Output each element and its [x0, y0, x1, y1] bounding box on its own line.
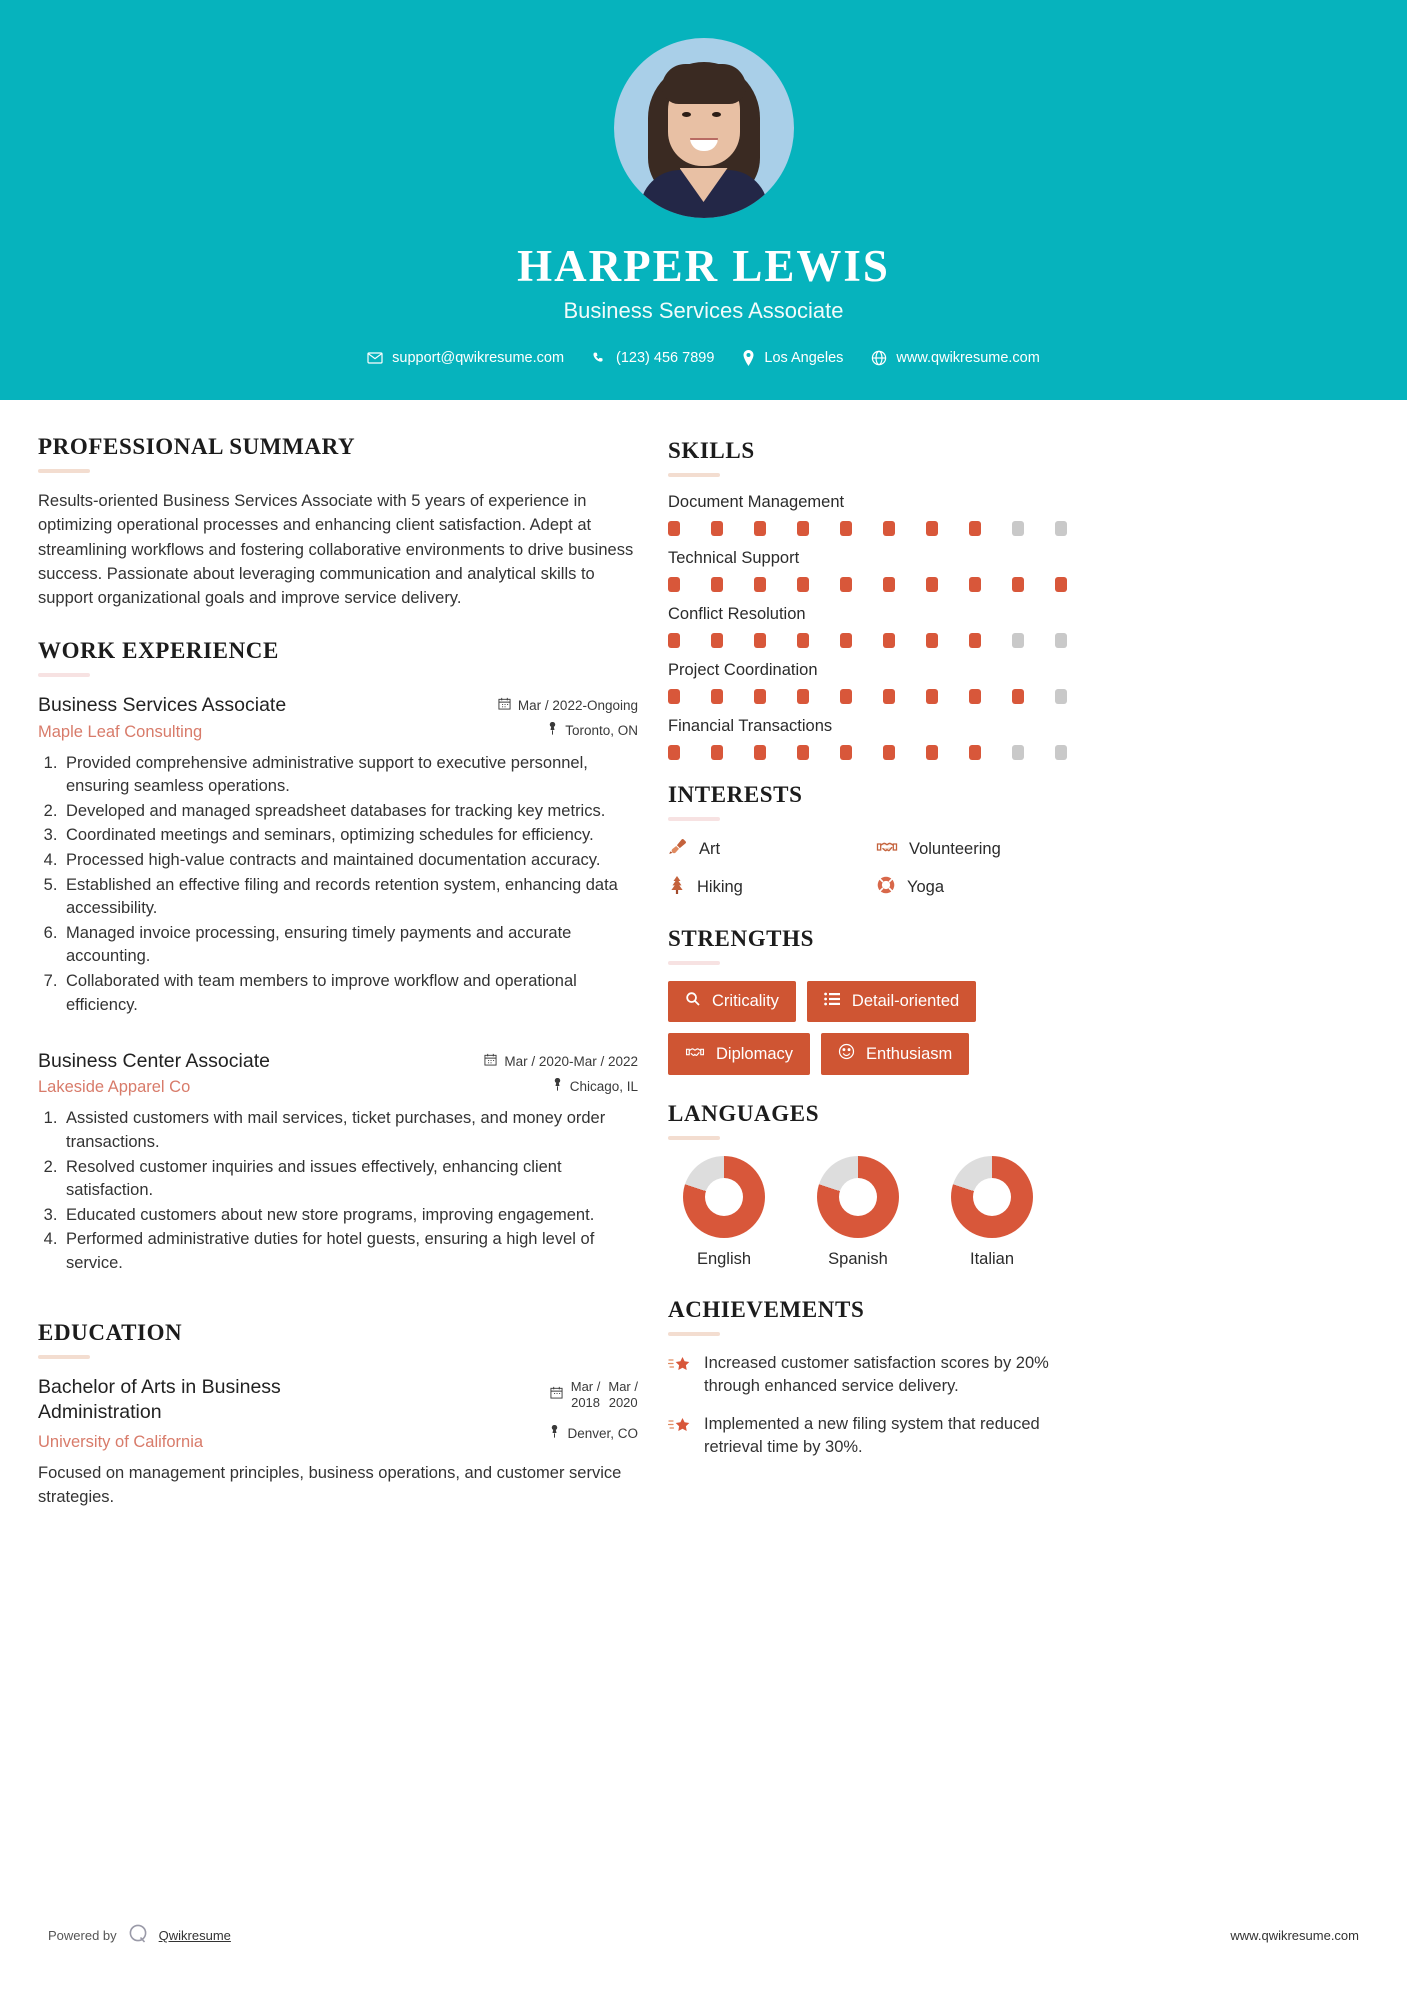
work-heading: WORK EXPERIENCE — [38, 638, 279, 664]
achievements-heading: ACHIEVEMENTS — [668, 1297, 865, 1322]
education-end-year: 2020 — [608, 1394, 638, 1410]
skill-item — [668, 493, 1078, 536]
pin-icon — [552, 1078, 563, 1094]
work-bullet: 4. Processed high-value contracts and maintained documentation accuracy. — [62, 849, 638, 873]
skill-dot-filled — [754, 689, 766, 704]
interest-item — [876, 875, 1078, 900]
skill-dot-filled — [1012, 577, 1024, 592]
contact-phone-label: (123) 456 7899 — [616, 350, 715, 366]
summary-text: Results-oriented Business Services Associate with 5 years of experience in optimizing operational processes and enhancing client satisfaction. Adept at streamlining workflows and fostering collaborative environments to drive business success. Passionate about leveraging communication and analytical skills to support organizational goals and improve service delivery. — [38, 492, 634, 607]
skill-dot-filled — [969, 633, 981, 648]
globe-icon — [871, 350, 887, 366]
education-description: Focused on management principles, business operations, and customer service strategies. — [38, 1464, 622, 1507]
interest-label: Volunteering — [909, 840, 1001, 858]
languages-rule — [668, 1136, 720, 1140]
work-bullet: 5. Established an effective filing and records retention system, enhancing data accessibility. — [62, 874, 638, 921]
handshake-icon — [876, 837, 898, 862]
skill-dot-filled — [797, 633, 809, 648]
map-pin-icon — [742, 350, 755, 366]
strength-label: Diplomacy — [716, 1044, 794, 1063]
skill-dot-filled — [926, 577, 938, 592]
strength-label: Enthusiasm — [866, 1044, 953, 1063]
contact-website[interactable] — [871, 350, 1039, 366]
work-bullet: 3. Educated customers about new store programs, improving engagement. — [62, 1204, 638, 1228]
calendar-icon — [498, 697, 511, 713]
pin-icon — [549, 1425, 560, 1441]
contact-email[interactable] — [367, 350, 564, 366]
education-degree: Bachelor of Arts in Business Administration — [38, 1375, 281, 1423]
strength-diplomacy[interactable] — [668, 1033, 810, 1075]
education-location — [468, 1425, 638, 1441]
skill-dot-filled — [711, 577, 723, 592]
skill-dot-filled — [883, 745, 895, 760]
work-bullet: 3. Coordinated meetings and seminars, optimizing schedules for efficiency. — [62, 824, 638, 848]
skills-list — [668, 493, 1078, 760]
work-dates — [468, 1053, 638, 1069]
qwikresume-logo-icon — [127, 1923, 149, 1948]
contact-row — [0, 350, 1407, 366]
interest-item — [668, 875, 870, 900]
work-location-label: Toronto, ON — [565, 722, 638, 738]
achievement-item — [668, 1352, 1078, 1399]
language-donut — [951, 1156, 1033, 1238]
work-company: Lakeside Apparel Co — [38, 1078, 191, 1097]
lifebuoy-icon — [876, 875, 896, 900]
skill-rating — [668, 521, 1078, 536]
skill-dot-empty — [1012, 745, 1024, 760]
contact-location-label: Los Angeles — [764, 350, 844, 366]
skill-dot-filled — [797, 689, 809, 704]
skill-dot-empty — [1055, 633, 1067, 648]
contact-phone[interactable] — [592, 350, 714, 366]
skill-dot-filled — [926, 745, 938, 760]
skill-dot-filled — [840, 689, 852, 704]
education-dates — [468, 1379, 638, 1412]
skill-rating — [668, 577, 1078, 592]
work-bullet: 6. Managed invoice processing, ensuring timely payments and accurate accounting. — [62, 922, 638, 969]
footer-brand-group — [48, 1923, 231, 1948]
summary-heading: PROFESSIONAL SUMMARY — [38, 434, 356, 459]
skill-item — [668, 661, 1078, 704]
work-location — [468, 722, 638, 738]
section-strengths — [668, 926, 1078, 1075]
skill-dot-filled — [797, 745, 809, 760]
skill-rating — [668, 745, 1078, 760]
achievement-text: Increased customer satisfaction scores by 20% through enhanced service delivery. — [704, 1354, 1049, 1396]
strength-label: Criticality — [712, 992, 779, 1010]
skill-dot-filled — [926, 689, 938, 704]
phone-icon — [592, 351, 607, 366]
work-bullet: 4. Performed administrative duties for hotel guests, ensuring a high level of service. — [62, 1228, 638, 1275]
skill-dot-filled — [969, 577, 981, 592]
section-languages — [668, 1101, 1078, 1269]
skill-dot-filled — [668, 633, 680, 648]
interest-label: Art — [699, 840, 721, 858]
skill-item — [668, 549, 1078, 592]
languages-heading: LANGUAGES — [668, 1101, 820, 1126]
smiley-icon — [838, 1043, 855, 1065]
skill-name: Technical Support — [668, 549, 800, 567]
education-school: University of California — [38, 1433, 204, 1452]
skill-dot-filled — [711, 521, 723, 536]
education-location-label: Denver, CO — [567, 1425, 638, 1441]
language-item — [668, 1156, 780, 1269]
strengths-heading: STRENGTHS — [668, 926, 815, 951]
section-achievements — [668, 1297, 1078, 1460]
star-icon — [668, 1416, 692, 1441]
skill-dot-filled — [1055, 577, 1067, 592]
skill-dot-filled — [969, 745, 981, 760]
language-label: Spanish — [828, 1250, 888, 1268]
skill-dot-filled — [668, 745, 680, 760]
left-column — [38, 434, 638, 1510]
search-icon — [685, 991, 701, 1012]
section-interests — [668, 782, 1078, 900]
interests-rule — [668, 817, 720, 821]
work-company: Maple Leaf Consulting — [38, 722, 203, 741]
achievements-rule — [668, 1332, 720, 1336]
envelope-icon — [367, 350, 383, 366]
language-item — [936, 1156, 1048, 1269]
contact-email-label: support@qwikresume.com — [392, 350, 565, 366]
footer-powered-by-label: Powered by — [48, 1928, 117, 1943]
strength-detail-oriented[interactable] — [807, 981, 976, 1022]
footer-url: www.qwikresume.com — [1230, 1928, 1359, 1943]
skill-dot-filled — [754, 577, 766, 592]
language-item — [802, 1156, 914, 1269]
work-bullet: 2. Developed and managed spreadsheet databases for tracking key metrics. — [62, 800, 638, 824]
interests-grid — [668, 837, 1078, 900]
skill-name: Project Coordination — [668, 661, 818, 679]
strength-criticality[interactable] — [668, 981, 796, 1022]
skill-dot-filled — [840, 521, 852, 536]
skill-dot-filled — [926, 521, 938, 536]
candidate-job-title: Business Services Associate — [563, 298, 844, 323]
work-bullet: 1. Assisted customers with mail services, ticket purchases, and money order transactions. — [62, 1107, 638, 1154]
strengths-rule — [668, 961, 720, 965]
education-end-date — [608, 1379, 638, 1412]
candidate-name: HARPER LEWIS — [517, 241, 890, 291]
work-entry — [38, 1049, 638, 1276]
skill-dot-filled — [754, 633, 766, 648]
skill-dot-filled — [840, 745, 852, 760]
calendar-icon — [484, 1053, 497, 1069]
skill-dot-filled — [883, 689, 895, 704]
skill-name: Financial Transactions — [668, 717, 833, 735]
work-dates-label: Mar / 2022-Ongoing — [517, 697, 638, 713]
education-start-date — [571, 1379, 601, 1412]
skills-rule — [668, 473, 720, 477]
work-bullet: 2. Resolved customer inquiries and issues effectively, enhancing client satisfaction. — [62, 1156, 638, 1203]
skill-dot-filled — [840, 577, 852, 592]
avatar — [614, 38, 794, 218]
skill-dot-filled — [711, 745, 723, 760]
skill-dot-empty — [1012, 633, 1024, 648]
skill-dot-filled — [668, 521, 680, 536]
resume-footer — [0, 1923, 1407, 1948]
skill-dot-filled — [969, 689, 981, 704]
work-entry — [38, 693, 638, 1017]
work-dates-label: Mar / 2020-Mar / 2022 — [504, 1053, 638, 1069]
interest-item — [668, 837, 870, 862]
handshake-icon — [685, 1044, 705, 1065]
tree-icon — [668, 875, 686, 900]
work-location — [468, 1078, 638, 1094]
work-bullets — [62, 1107, 638, 1275]
work-bullet: 7. Collaborated with team members to improve workflow and operational efficiency. — [62, 970, 638, 1017]
interest-label: Yoga — [907, 878, 945, 896]
skill-dot-filled — [883, 633, 895, 648]
skills-heading: SKILLS — [668, 438, 755, 463]
skill-dot-filled — [668, 577, 680, 592]
skill-dot-empty — [1055, 521, 1067, 536]
skill-rating — [668, 689, 1078, 704]
education-end-month: Mar / — [608, 1378, 638, 1394]
skill-dot-filled — [754, 521, 766, 536]
skill-dot-filled — [969, 521, 981, 536]
contact-location[interactable] — [742, 350, 843, 366]
calendar-icon — [550, 1386, 563, 1403]
education-start-month: Mar / — [570, 1378, 601, 1394]
strength-label: Detail-oriented — [851, 992, 960, 1010]
star-icon — [668, 1355, 692, 1380]
work-rule — [38, 673, 90, 677]
summary-rule — [38, 469, 90, 473]
skill-dot-filled — [1012, 689, 1024, 704]
skill-item — [668, 605, 1078, 648]
skill-dot-filled — [711, 633, 723, 648]
work-dates — [468, 697, 638, 713]
strength-enthusiasm[interactable] — [821, 1033, 969, 1075]
resume-header — [0, 0, 1407, 400]
right-column — [668, 434, 1078, 1510]
skill-dot-filled — [668, 689, 680, 704]
interests-heading: INTERESTS — [668, 782, 803, 807]
skill-dot-filled — [926, 633, 938, 648]
skill-dot-filled — [797, 521, 809, 536]
language-label: English — [696, 1250, 752, 1268]
skill-dot-filled — [883, 521, 895, 536]
contact-website-label: www.qwikresume.com — [896, 350, 1040, 366]
section-professional-summary — [38, 434, 638, 610]
skill-dot-empty — [1055, 689, 1067, 704]
skill-dot-filled — [883, 577, 895, 592]
section-skills — [668, 438, 1078, 760]
work-role: Business Services Associate — [38, 694, 287, 717]
skill-name: Document Management — [668, 493, 845, 511]
interest-label: Hiking — [697, 878, 743, 896]
skill-dot-filled — [711, 689, 723, 704]
pin-icon — [547, 722, 558, 738]
skill-dot-filled — [797, 577, 809, 592]
section-work-experience — [38, 638, 638, 1275]
education-entry — [38, 1375, 638, 1453]
interest-item — [876, 837, 1078, 862]
skill-name: Conflict Resolution — [668, 605, 806, 623]
language-donut — [817, 1156, 899, 1238]
education-rule — [38, 1355, 90, 1359]
achievement-text: Implemented a new filing system that reduced retrieval time by 30%. — [704, 1414, 1040, 1457]
footer-brand-link[interactable]: Qwikresume — [158, 1928, 231, 1943]
list-icon — [824, 991, 841, 1012]
education-start-year: 2018 — [571, 1394, 601, 1410]
languages-list — [668, 1156, 1078, 1269]
section-education — [38, 1320, 638, 1511]
skill-dot-filled — [840, 633, 852, 648]
skill-dot-filled — [754, 745, 766, 760]
skill-item — [668, 717, 1078, 760]
paintbrush-icon — [668, 837, 688, 862]
skill-dot-empty — [1012, 521, 1024, 536]
achievement-item — [668, 1413, 1078, 1460]
work-role: Business Center Associate — [38, 1050, 270, 1073]
education-heading: EDUCATION — [38, 1319, 183, 1345]
work-location-label: Chicago, IL — [569, 1078, 638, 1094]
language-donut — [683, 1156, 765, 1238]
resume-body — [0, 400, 1407, 1510]
strengths-list — [668, 981, 1078, 1075]
work-bullets — [62, 752, 638, 1018]
skill-rating — [668, 633, 1078, 648]
skill-dot-empty — [1055, 745, 1067, 760]
work-bullet: 1. Provided comprehensive administrative support to executive personnel, ensuring seamless operations. — [62, 752, 638, 799]
language-label: Italian — [969, 1250, 1015, 1268]
